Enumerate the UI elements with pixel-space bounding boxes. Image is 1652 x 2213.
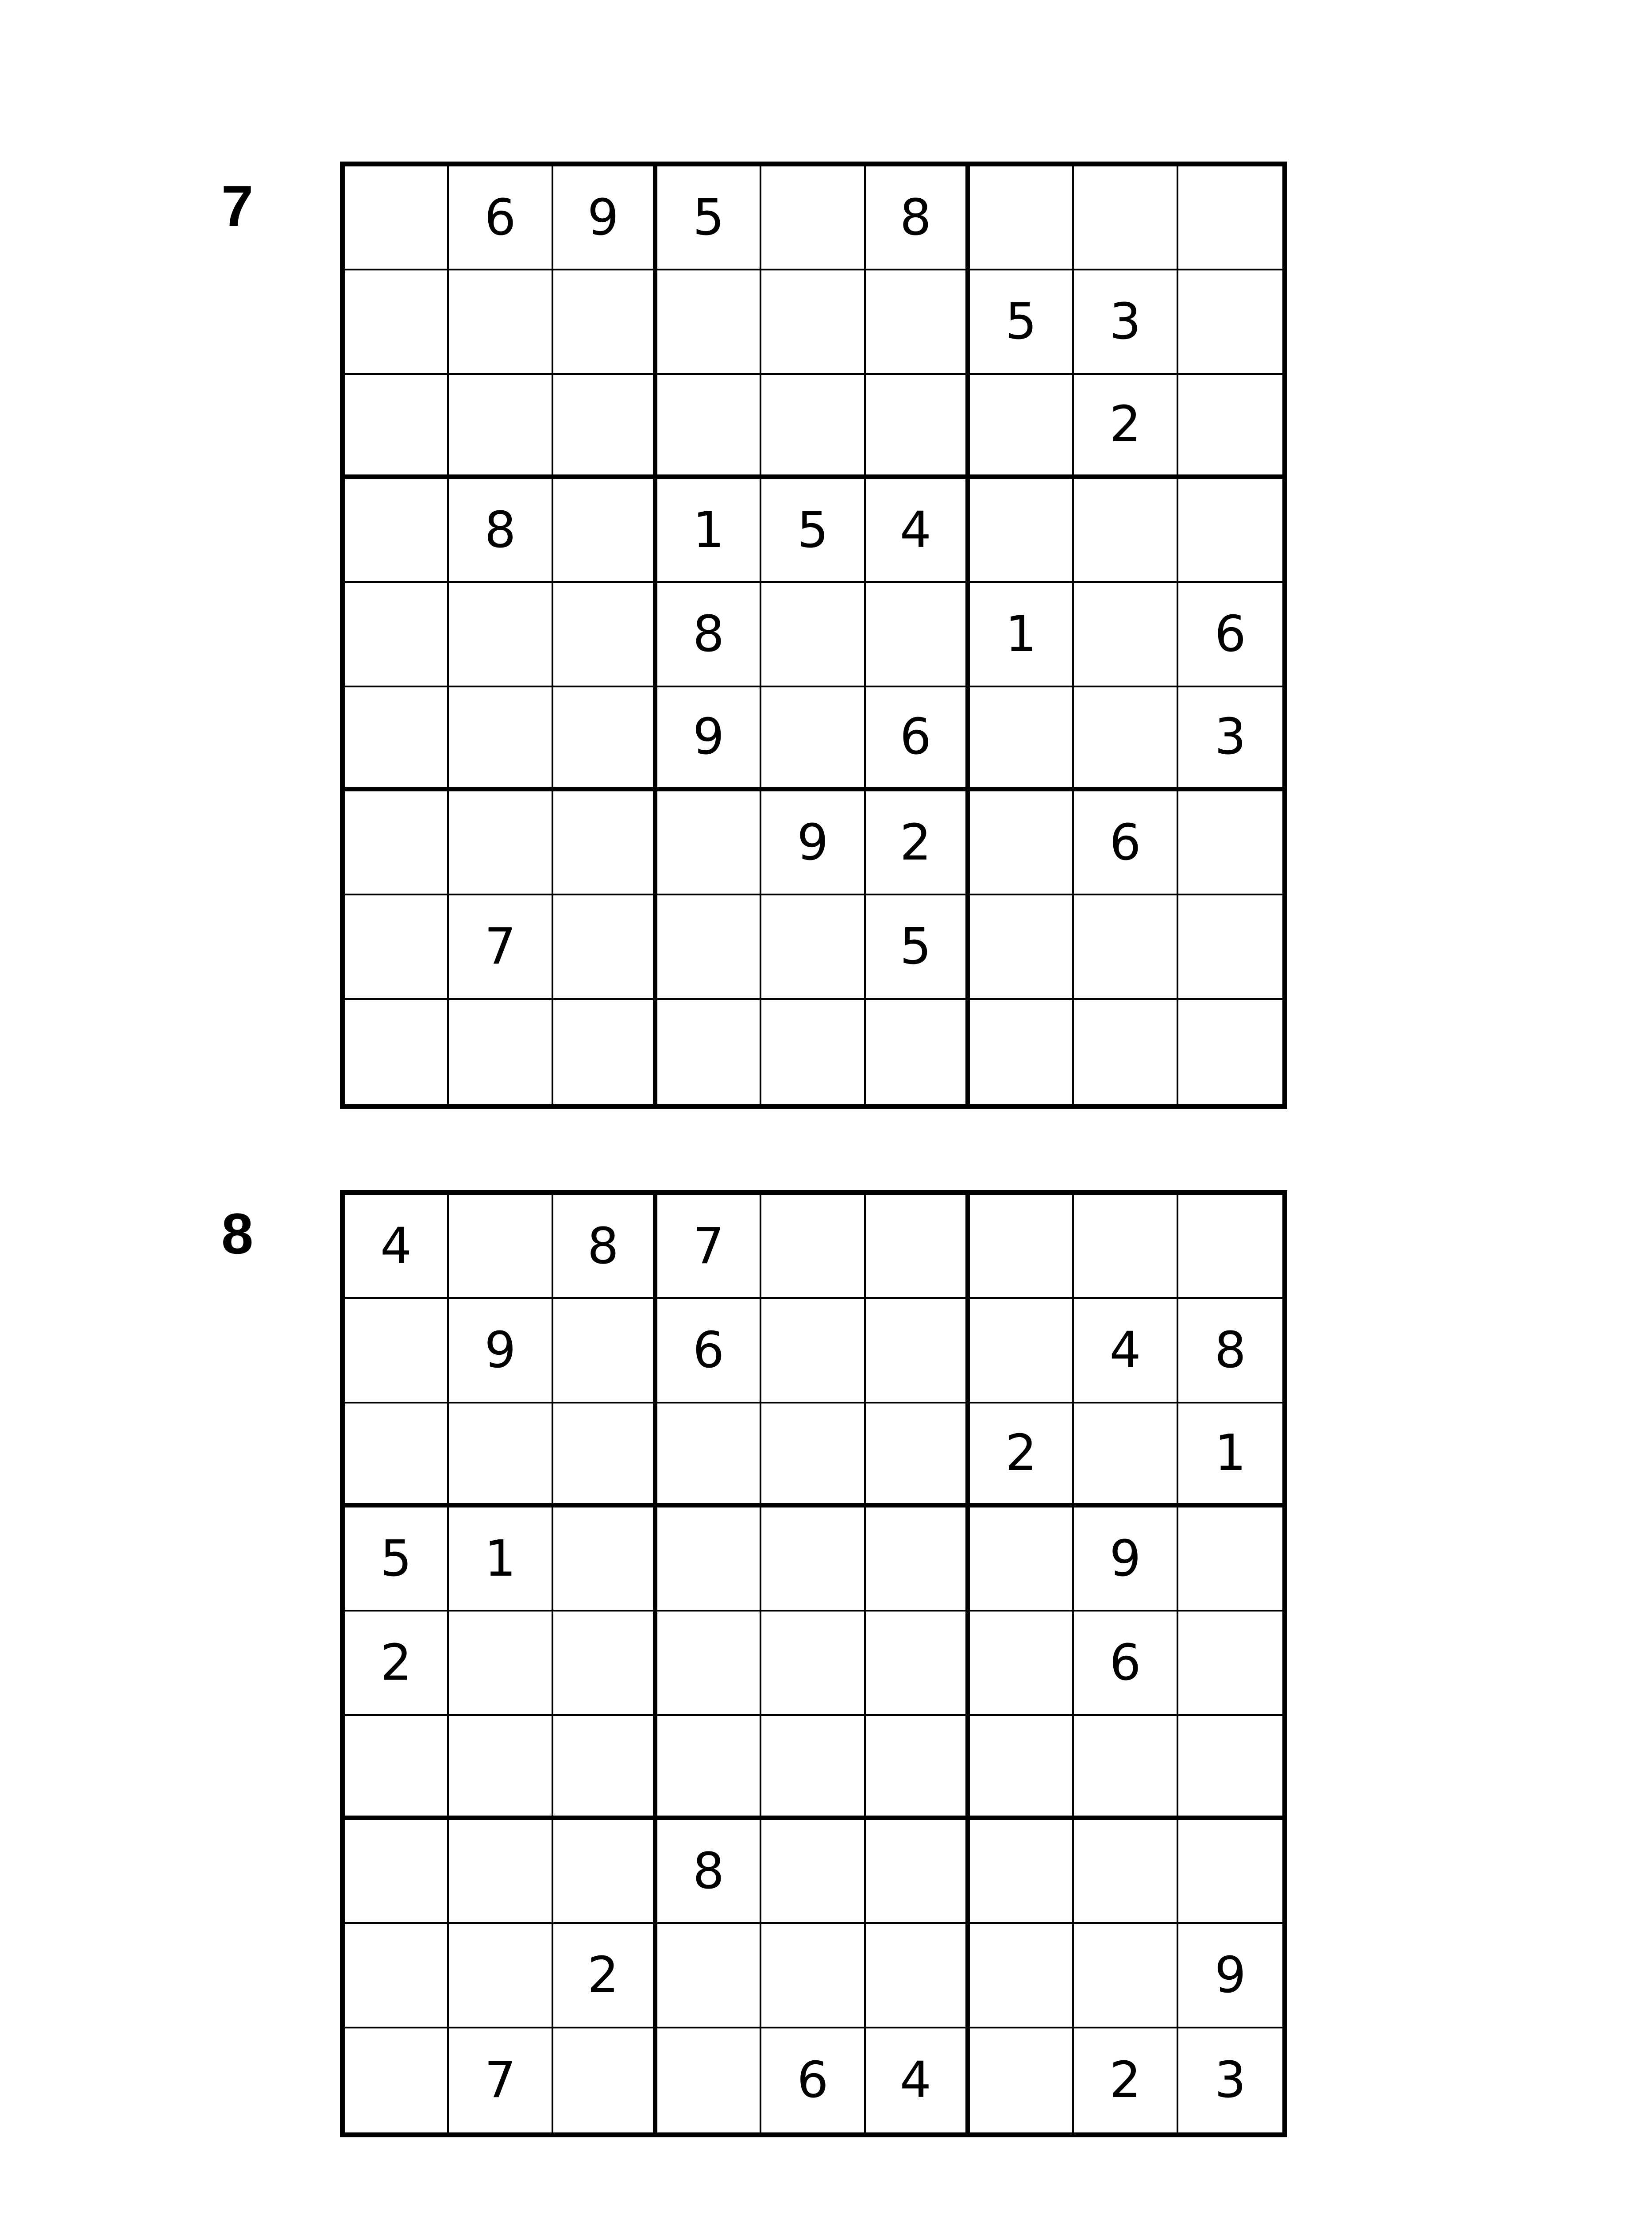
sudoku-cell[interactable]	[970, 1195, 1074, 1299]
sudoku-cell[interactable]	[449, 1403, 553, 1507]
sudoku-cell[interactable]	[761, 1716, 865, 1820]
sudoku-cell[interactable]	[657, 1507, 761, 1612]
sudoku-cell[interactable]	[449, 375, 553, 479]
sudoku-cell[interactable]: 3	[1074, 270, 1178, 374]
sudoku-cell[interactable]	[1178, 791, 1282, 895]
sudoku-cell[interactable]	[761, 895, 865, 999]
sudoku-cell[interactable]	[1178, 270, 1282, 374]
sudoku-cell[interactable]	[866, 1403, 970, 1507]
sudoku-cell[interactable]	[1178, 895, 1282, 999]
sudoku-cell[interactable]	[345, 1716, 449, 1820]
sudoku-cell[interactable]: 5	[866, 895, 970, 999]
sudoku-cell[interactable]: 2	[553, 1924, 657, 2028]
sudoku-cell[interactable]: 7	[657, 1195, 761, 1299]
sudoku-cell[interactable]	[345, 687, 449, 791]
sudoku-cell[interactable]: 9	[761, 791, 865, 895]
sudoku-cell[interactable]	[866, 1507, 970, 1612]
sudoku-cell[interactable]	[1178, 1716, 1282, 1820]
sudoku-cell[interactable]	[1074, 895, 1178, 999]
sudoku-cell[interactable]	[761, 687, 865, 791]
sudoku-cell[interactable]	[449, 1195, 553, 1299]
sudoku-cell[interactable]	[345, 583, 449, 687]
sudoku-cell[interactable]: 3	[1178, 687, 1282, 791]
sudoku-cell[interactable]: 2	[1074, 375, 1178, 479]
sudoku-cell[interactable]	[553, 1000, 657, 1104]
sudoku-cell[interactable]: 1	[970, 583, 1074, 687]
sudoku-cell[interactable]	[553, 791, 657, 895]
sudoku-cell[interactable]: 6	[449, 166, 553, 270]
puzzle-number-8: 8	[221, 1201, 254, 1266]
sudoku-cell[interactable]	[970, 687, 1074, 791]
sudoku-cell[interactable]: 9	[657, 687, 761, 791]
sudoku-cell[interactable]	[553, 479, 657, 583]
sudoku-cell[interactable]	[761, 1820, 865, 1924]
sudoku-cell[interactable]	[1074, 1716, 1178, 1820]
sudoku-cell[interactable]	[657, 270, 761, 374]
sudoku-cell[interactable]: 4	[866, 479, 970, 583]
sudoku-cell[interactable]: 7	[449, 2028, 553, 2132]
sudoku-cell[interactable]	[345, 1403, 449, 1507]
sudoku-cell[interactable]	[866, 270, 970, 374]
sudoku-cell[interactable]	[345, 1924, 449, 2028]
sudoku-cell[interactable]	[553, 270, 657, 374]
sudoku-cell[interactable]	[761, 1299, 865, 1403]
sudoku-cell[interactable]: 8	[553, 1195, 657, 1299]
sudoku-cell[interactable]: 5	[345, 1507, 449, 1612]
sudoku-cell[interactable]	[553, 687, 657, 791]
sudoku-cell[interactable]	[970, 895, 1074, 999]
sudoku-cell[interactable]	[345, 791, 449, 895]
sudoku-cell[interactable]	[449, 1820, 553, 1924]
sudoku-cell[interactable]	[657, 2028, 761, 2132]
sudoku-cell[interactable]	[449, 1924, 553, 2028]
sudoku-cell[interactable]	[1178, 1507, 1282, 1612]
sudoku-cell[interactable]: 6	[1178, 583, 1282, 687]
sudoku-cell[interactable]	[1178, 1612, 1282, 1716]
sudoku-cell[interactable]	[449, 791, 553, 895]
sudoku-cell[interactable]	[553, 375, 657, 479]
sudoku-cell[interactable]	[657, 1000, 761, 1104]
sudoku-cell[interactable]: 9	[1178, 1924, 1282, 2028]
sudoku-cell[interactable]	[657, 895, 761, 999]
sudoku-cell[interactable]: 4	[866, 2028, 970, 2132]
sudoku-cell[interactable]	[866, 1299, 970, 1403]
sudoku-cell[interactable]	[761, 1507, 865, 1612]
sudoku-cell[interactable]	[970, 791, 1074, 895]
sudoku-cell[interactable]	[761, 375, 865, 479]
sudoku-cell[interactable]	[345, 2028, 449, 2132]
sudoku-cell[interactable]	[657, 791, 761, 895]
sudoku-cell[interactable]: 9	[553, 166, 657, 270]
sudoku-cell[interactable]: 2	[866, 791, 970, 895]
sudoku-cell[interactable]	[553, 1299, 657, 1403]
sudoku-cell[interactable]	[866, 1924, 970, 2028]
sudoku-cell[interactable]	[345, 166, 449, 270]
sudoku-cell[interactable]: 5	[761, 479, 865, 583]
sudoku-cell[interactable]	[553, 1403, 657, 1507]
sudoku-cell[interactable]: 4	[1074, 1299, 1178, 1403]
sudoku-cell[interactable]: 8	[449, 479, 553, 583]
sudoku-cell[interactable]	[345, 479, 449, 583]
sudoku-cell[interactable]	[1074, 1000, 1178, 1104]
sudoku-cell[interactable]	[449, 1612, 553, 1716]
sudoku-cell[interactable]	[970, 2028, 1074, 2132]
sudoku-cell[interactable]	[970, 1716, 1074, 1820]
sudoku-cell[interactable]	[553, 1507, 657, 1612]
sudoku-cell[interactable]	[761, 1195, 865, 1299]
sudoku-cell[interactable]: 8	[866, 166, 970, 270]
sudoku-cell[interactable]	[553, 1716, 657, 1820]
sudoku-cell[interactable]	[970, 1299, 1074, 1403]
sudoku-cell[interactable]	[761, 583, 865, 687]
sudoku-cell[interactable]	[345, 1000, 449, 1104]
sudoku-cell[interactable]: 7	[449, 895, 553, 999]
sudoku-cell[interactable]	[657, 375, 761, 479]
sudoku-cell[interactable]: 2	[1074, 2028, 1178, 2132]
sudoku-cell[interactable]	[1074, 1403, 1178, 1507]
sudoku-cell[interactable]	[553, 895, 657, 999]
sudoku-cell[interactable]	[553, 2028, 657, 2132]
sudoku-cell[interactable]	[970, 1000, 1074, 1104]
sudoku-cell[interactable]	[1178, 375, 1282, 479]
sudoku-cell[interactable]	[345, 375, 449, 479]
sudoku-cell[interactable]	[761, 1924, 865, 2028]
sudoku-cell[interactable]	[970, 1820, 1074, 1924]
sudoku-cell[interactable]	[866, 1612, 970, 1716]
sudoku-cell[interactable]	[449, 1716, 553, 1820]
sudoku-cell[interactable]	[449, 1000, 553, 1104]
sudoku-cell[interactable]	[866, 1000, 970, 1104]
sudoku-cell[interactable]: 5	[657, 166, 761, 270]
sudoku-cell[interactable]	[761, 1403, 865, 1507]
sudoku-cell[interactable]	[1074, 479, 1178, 583]
sudoku-cell[interactable]	[1074, 1820, 1178, 1924]
sudoku-cell[interactable]: 9	[1074, 1507, 1178, 1612]
sudoku-cell[interactable]: 6	[1074, 1612, 1178, 1716]
sudoku-cell[interactable]	[970, 1924, 1074, 2028]
puzzle-number-7: 7	[221, 173, 254, 238]
sudoku-cell[interactable]: 8	[657, 583, 761, 687]
sudoku-cell[interactable]	[761, 166, 865, 270]
sudoku-cell[interactable]	[970, 1612, 1074, 1716]
sudoku-cell[interactable]	[345, 270, 449, 374]
sudoku-cell[interactable]	[970, 1507, 1074, 1612]
sudoku-cell[interactable]	[970, 479, 1074, 583]
sudoku-cell[interactable]: 2	[345, 1612, 449, 1716]
sudoku-cell[interactable]	[1178, 1000, 1282, 1104]
sudoku-cell[interactable]: 8	[1178, 1299, 1282, 1403]
sudoku-cell[interactable]: 6	[657, 1299, 761, 1403]
sudoku-cell[interactable]	[345, 1299, 449, 1403]
sudoku-cell[interactable]	[553, 1612, 657, 1716]
sudoku-cell[interactable]	[1074, 1924, 1178, 2028]
sudoku-cell[interactable]: 2	[970, 1403, 1074, 1507]
sudoku-cell[interactable]	[1178, 479, 1282, 583]
sudoku-cell[interactable]	[657, 1612, 761, 1716]
sudoku-cell[interactable]: 6	[761, 2028, 865, 2132]
sudoku-cell[interactable]: 4	[345, 1195, 449, 1299]
sudoku-cell[interactable]: 5	[970, 270, 1074, 374]
sudoku-cell[interactable]: 1	[657, 479, 761, 583]
sudoku-cell[interactable]	[345, 1820, 449, 1924]
sudoku-cell[interactable]	[1178, 1820, 1282, 1924]
sudoku-cell[interactable]: 3	[1178, 2028, 1282, 2132]
sudoku-cell[interactable]	[866, 1716, 970, 1820]
sudoku-cell[interactable]: 1	[449, 1507, 553, 1612]
sudoku-cell[interactable]	[866, 1820, 970, 1924]
sudoku-cell[interactable]	[970, 375, 1074, 479]
sudoku-cell[interactable]	[657, 1924, 761, 2028]
sudoku-cell[interactable]: 9	[449, 1299, 553, 1403]
sudoku-cell[interactable]	[761, 1612, 865, 1716]
sudoku-cell[interactable]	[1074, 1195, 1178, 1299]
sudoku-cell[interactable]	[1178, 166, 1282, 270]
sudoku-cell[interactable]	[761, 270, 865, 374]
sudoku-cell[interactable]	[970, 166, 1074, 270]
sudoku-cell[interactable]: 8	[657, 1820, 761, 1924]
sudoku-cell[interactable]	[553, 1820, 657, 1924]
sudoku-cell[interactable]: 1	[1178, 1403, 1282, 1507]
sudoku-cell[interactable]: 6	[1074, 791, 1178, 895]
sudoku-cell[interactable]	[553, 583, 657, 687]
sudoku-grid-8	[340, 1190, 1287, 2137]
sudoku-cell[interactable]	[345, 895, 449, 999]
sudoku-cell[interactable]	[1074, 166, 1178, 270]
sudoku-cell[interactable]	[657, 1403, 761, 1507]
sudoku-cell[interactable]	[449, 270, 553, 374]
sudoku-cell[interactable]	[449, 583, 553, 687]
sudoku-cell[interactable]	[866, 1195, 970, 1299]
sudoku-cell[interactable]	[866, 583, 970, 687]
sudoku-grid-7	[340, 162, 1287, 1109]
sudoku-cell[interactable]	[1074, 583, 1178, 687]
sudoku-cell[interactable]: 6	[866, 687, 970, 791]
sudoku-cell[interactable]	[657, 1716, 761, 1820]
sudoku-cell[interactable]	[761, 1000, 865, 1104]
sudoku-cell[interactable]	[1178, 1195, 1282, 1299]
sudoku-cell[interactable]	[1074, 687, 1178, 791]
sudoku-cell[interactable]	[449, 687, 553, 791]
sudoku-cell[interactable]	[866, 375, 970, 479]
